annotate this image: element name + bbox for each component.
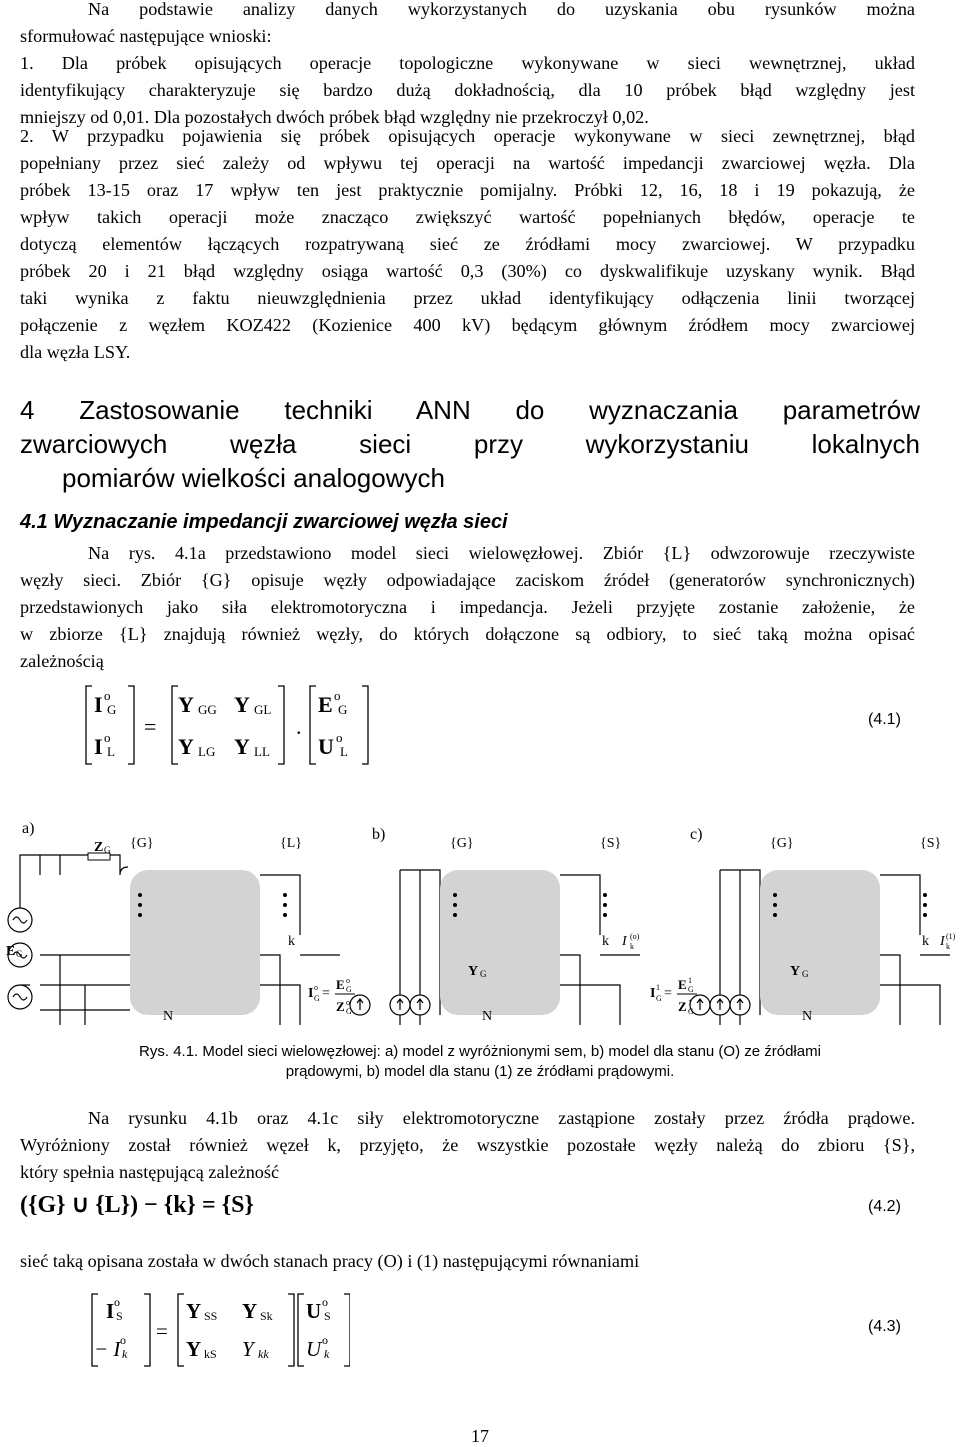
text-line: sieć taką opisana została w dwóch stanach pracy (O) i (1) następującymi równaniami <box>20 1251 640 1271</box>
eq-sub: k <box>324 1347 330 1361</box>
c-formula <box>650 976 694 1016</box>
text-line: próbek 13-15 oraz 17 wpływ ten jest praktycznie pomijalny. Próbki 12, 16, 18 i 19 pokazują, że <box>20 180 915 200</box>
eq-sup: o <box>104 688 111 703</box>
eq-sub: S <box>324 1309 331 1323</box>
eq-sup: o <box>322 1333 328 1347</box>
subsection-heading: 4.1 Wyznaczanie impedancji zwarciowej węzła sieci <box>20 511 508 533</box>
equation-number: (4.1) <box>868 711 901 728</box>
svg-text:G: G <box>656 994 662 1003</box>
text-line: popełniany przez sieć zależy od wpływu tej operacji na wartość impedancji zwarciowej węzła. Dla <box>20 153 915 173</box>
text-line: mniejszy od 0,01. Dla pozostałych dwóch próbek błąd względny nie przekroczył 0,02. <box>20 107 649 127</box>
eg-symbol: E <box>6 944 16 959</box>
text-line: dla węzła LSY. <box>20 342 131 362</box>
emf-source-icon <box>8 985 32 1009</box>
svg-text:G: G <box>314 994 320 1003</box>
zg-sub: G <box>104 845 111 855</box>
eq-symbol: Y <box>178 734 194 759</box>
heading-line: zwarciowych węzła sieci przy wykorzystaniu lokalnych <box>20 429 920 459</box>
text-line: węzły sieci. Zbiór {G} opisuje węzły odpowiadające zaciskom źródeł (generatorów synchronicznych) <box>20 570 915 590</box>
text-line: który spełnia następującą zależność <box>20 1162 280 1182</box>
eq-sup: o <box>114 1295 120 1309</box>
eq-dot: . <box>296 714 302 739</box>
text-line: 1. Dla próbek opisujących operacje topologiczne wykonywane w sieci wewnętrznej, układ <box>20 53 915 73</box>
panel-label-a: a) <box>22 820 35 837</box>
eq-symbol: Y <box>242 1337 254 1361</box>
eq-symbol: E <box>318 692 333 717</box>
svg-text:E: E <box>678 977 687 992</box>
zg-symbol: Z <box>94 840 104 855</box>
equation-4-2: ({G} ∪ {L}) − {k} = {S} <box>20 1192 254 1218</box>
eq-symbol: Y <box>242 1299 258 1323</box>
intro-paragraph <box>20 0 915 50</box>
eq-sup: o <box>334 688 341 703</box>
ik-symbol: I <box>940 934 945 949</box>
text-line: w zbiorze {L} znajdują również węzły, do których dołączone są odbiory, to sieć taką można opisać <box>20 624 915 644</box>
paragraph-model <box>20 540 915 675</box>
text-line: próbek 20 i 21 błąd względny osiąga wartość 0,3 (30%) co dyskwalifikuje uzyskany wynik. Błąd <box>20 261 915 281</box>
eq-sub: GG <box>198 702 217 717</box>
eq-symbol: I <box>94 692 103 717</box>
caption-line: Rys. 4.1. Model sieci wielowęzłowej: a) model z wyróżnionymi sem, b) model dla stanu (O) ze źródłami <box>139 1043 821 1060</box>
text-line: identyfikujący charakteryzuje się bardzo dużą dokładnością, dla 10 próbek błąd względny jest <box>20 80 915 100</box>
eq-sub: GL <box>254 702 272 717</box>
text-line: taki wynika z faktu nieuwzględnienia przez układ identyfikujący odłączenia linii tworzącej <box>20 288 915 308</box>
emf-source-icon <box>8 908 32 932</box>
text-line: sformułować następujące wnioski: <box>20 26 272 46</box>
eq-symbol: Y <box>178 692 194 717</box>
conclusion-2 <box>20 123 915 366</box>
node-n-label: N <box>482 1009 493 1024</box>
eq-symbol: U <box>318 734 334 759</box>
svg-text:1: 1 <box>688 976 692 985</box>
current-source-icon <box>390 995 410 1015</box>
eq-equals: = <box>156 1319 168 1343</box>
paragraph-current-sources <box>20 1105 915 1186</box>
b-formula <box>308 976 352 1016</box>
eq-symbol: U <box>306 1337 322 1361</box>
svg-text:o: o <box>314 983 318 992</box>
svg-text:1: 1 <box>656 983 660 992</box>
ik-sub: k <box>946 942 950 951</box>
current-source-icon <box>730 995 750 1015</box>
eq-sup: o <box>104 730 111 745</box>
network-block-a <box>130 870 260 1015</box>
eq-symbol: I <box>94 734 103 759</box>
text-line: połączenie z węzłem KOZ422 (Kozienice 400 kV) będącym głównym źródłem mocy zwarciowej <box>20 315 915 335</box>
yg-sub: G <box>480 969 487 979</box>
eq-symbol: U <box>306 1299 322 1323</box>
caption-line: prądowymi, b) model dla stanu (1) ze źródłami prądowymi. <box>285 1063 675 1080</box>
eq-sub: L <box>107 744 115 759</box>
ik-sup: (1) <box>946 932 956 941</box>
eq-sup: o <box>336 730 343 745</box>
eq-sub: kk <box>258 1347 269 1361</box>
svg-text:o: o <box>346 998 350 1007</box>
set-s-label: {S} <box>920 836 942 851</box>
heading-line: pomiarów wielkości analogowych <box>62 463 445 493</box>
yg-sub: G <box>802 969 809 979</box>
set-g-label: {G} <box>770 836 794 851</box>
eq-symbol: Y <box>234 734 250 759</box>
text-line: Wyróżniony został również węzeł k, przyjęto, że wszystkie pozostałe węzły należą do zbioru {S}, <box>20 1135 915 1155</box>
conclusion-1 <box>20 50 915 131</box>
current-source-icon <box>350 995 370 1015</box>
svg-text:G: G <box>688 985 694 994</box>
eq-symbol: Y <box>186 1337 202 1361</box>
yg-symbol: Y <box>790 964 801 979</box>
eq-symbol: Y <box>186 1299 202 1323</box>
eq-sub: S <box>116 1309 123 1323</box>
set-l-label: {L} <box>280 836 302 851</box>
text-line: 2. W przypadku pojawienia się próbek opisujących operacje wykonywane w sieci zewnętrznej, błąd <box>20 126 915 146</box>
set-s-label: {S} <box>600 836 622 851</box>
node-k-label: k <box>922 934 929 949</box>
eq-sub: LL <box>254 744 270 759</box>
eq-equals: = <box>144 714 157 739</box>
eq-sub: Sk <box>260 1309 273 1323</box>
current-source-icon <box>710 995 730 1015</box>
network-block-c <box>760 870 880 1015</box>
eq-symbol: − I <box>94 1337 121 1361</box>
eq-sub: k <box>122 1347 128 1361</box>
eq-sup: o <box>322 1295 328 1309</box>
text-line: Na rys. 4.1a przedstawiono model sieci wielowęzłowej. Zbiór {L} odwzorowuje rzeczywiste <box>88 543 915 563</box>
text-line: Na podstawie analizy danych wykorzystanych do uzyskania obu rysunków można <box>88 0 915 19</box>
ik-sub: k <box>630 942 634 951</box>
eq-sub: G <box>338 702 348 717</box>
node-n-label: N <box>802 1009 813 1024</box>
text-line: dotyczą elementów łączących rozpatrywaną sieć ze źródłami mocy zwarciowej. W przypadku <box>20 234 915 254</box>
svg-text:=: = <box>322 986 330 1001</box>
network-block-b <box>440 870 560 1015</box>
panel-label-b: b) <box>372 826 386 843</box>
text-line: przedstawionych jako siła elektromotoryczna i impedancja. Jeżeli przyjęte zostanie założenie, że <box>20 597 915 617</box>
eq-sup: o <box>120 1333 126 1347</box>
equation-4-1 <box>80 680 420 770</box>
svg-text:=: = <box>664 986 672 1001</box>
yg-symbol: Y <box>468 964 479 979</box>
panel-label-c: c) <box>690 826 703 843</box>
eq-symbol: I <box>106 1299 115 1323</box>
text-line: Na rysunku 4.1b oraz 4.1c siły elektromotoryczne zastąpione zostały przez źródła prądowe. <box>88 1108 915 1128</box>
svg-text:Z: Z <box>678 999 687 1014</box>
eq-sub: L <box>340 744 348 759</box>
svg-text:I: I <box>650 986 656 1001</box>
figure-caption <box>60 1042 900 1082</box>
paragraph-states <box>20 1248 915 1275</box>
eq-sub: kS <box>204 1347 217 1361</box>
current-source-icon <box>410 995 430 1015</box>
eq-sub: LG <box>198 744 216 759</box>
ik-sup: (o) <box>630 932 640 941</box>
eq-symbol: Y <box>234 692 250 717</box>
node-n-label: N <box>163 1009 174 1024</box>
svg-text:G: G <box>688 1007 694 1016</box>
svg-text:G: G <box>346 1007 352 1016</box>
eq-sub: G <box>107 702 117 717</box>
eg-sub: G <box>16 949 23 959</box>
equation-number: (4.3) <box>868 1318 901 1335</box>
set-g-label: {G} <box>450 836 474 851</box>
page-number: 17 <box>471 1426 489 1446</box>
svg-text:G: G <box>346 985 352 994</box>
svg-text:I: I <box>308 986 314 1001</box>
heading-line: 4 Zastosowanie techniki ANN do wyznaczania parametrów <box>20 395 920 425</box>
svg-text:1: 1 <box>688 998 692 1007</box>
figure-4-1 <box>0 815 960 1030</box>
set-g-label: {G} <box>130 836 154 851</box>
equation-4-3 <box>90 1290 350 1370</box>
svg-text:o: o <box>346 976 350 985</box>
section-heading <box>20 393 920 495</box>
ik-symbol: I <box>622 934 627 949</box>
svg-text:Z: Z <box>336 999 345 1014</box>
eq-sub: SS <box>204 1309 218 1323</box>
equation-number: (4.2) <box>868 1198 901 1215</box>
text-line: wpływ takich operacji może znacząco zwiększyć wartość popełnianych błędów, operacje te <box>20 207 915 227</box>
node-k-label: k <box>602 934 609 949</box>
svg-text:E: E <box>336 977 345 992</box>
node-k-label: k <box>288 934 295 949</box>
text-line: zależnością <box>20 651 104 671</box>
